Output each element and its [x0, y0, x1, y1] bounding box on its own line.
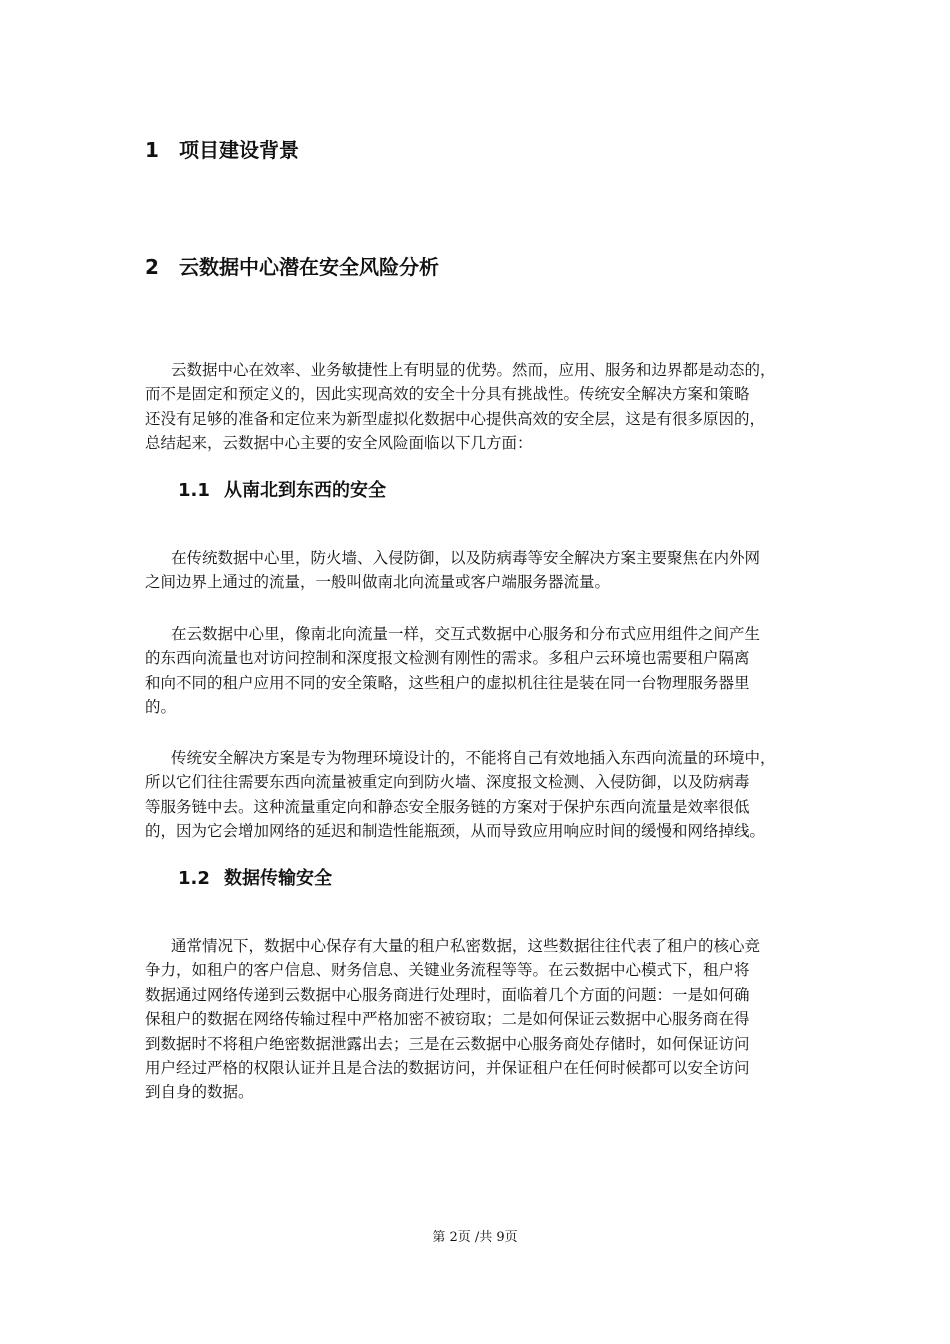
- page-footer: 第 2页 /共 9页: [432, 1230, 518, 1245]
- paragraph-cloud-dc: [145, 622, 813, 720]
- heading-number: 1: [145, 138, 159, 162]
- heading-text: 云数据中心潜在安全风险分析: [179, 255, 439, 279]
- paragraph-line: 的，因为它会增加网络的延迟和制造性能瓶颈，从而导致应用响应时间的缓慢和网络掉线。: [145, 822, 766, 841]
- paragraph-line: 云数据中心在效率、业务敏捷性上有明显的优势。然而，应用、服务和边界都是动态的，: [171, 361, 776, 379]
- heading-text: 项目建设背景: [179, 138, 299, 162]
- paragraph-line: 所以它们往往需要东西向流量被重定向到防火墙、深度报文检测、入侵防御，以及防病毒: [145, 773, 750, 792]
- heading-text: 从南北到东西的安全: [224, 480, 386, 501]
- paragraph-line: 总结起来，云数据中心主要的安全风险面临以下几方面：: [145, 434, 533, 453]
- paragraph-line: 之间边界上通过的流量，一般叫做南北向流量或客户端服务器流量。: [145, 573, 611, 592]
- paragraph-line: 在云数据中心里，像南北向流量一样，交互式数据中心服务和分布式应用组件之间产生: [171, 625, 761, 643]
- paragraph-line: 保租户的数据在网络传输过程中严格加密不被窃取；二是如何保证云数据中心服务商在得: [145, 1010, 750, 1029]
- heading-number: 2: [145, 255, 159, 279]
- paragraph-line: 的。: [145, 698, 177, 717]
- heading-data-transfer-security: [178, 866, 332, 892]
- paragraph-line: 通常情况下，数据中心保存有大量的租户私密数据，这些数据往往代表了租户的核心竞: [171, 937, 761, 955]
- paragraph-line: 而不是固定和预定义的，因此实现高效的安全十分具有挑战性。传统安全解决方案和策略: [145, 385, 750, 404]
- paragraph-line: 等服务链中去。这种流量重定向和静态安全服务链的方案对于保护东西向流量是效率很低: [145, 797, 750, 816]
- paragraph-line: 在传统数据中心里，防火墙、入侵防御，以及防病毒等安全解决方案主要聚焦在内外网: [171, 549, 761, 567]
- paragraph-line: 传统安全解决方案是专为物理环境设计的，不能将自己有效地插入东西向流量的环境中，: [171, 749, 776, 767]
- paragraph-line: 争力，如租户的客户信息、财务信息、关键业务流程等等。在云数据中心模式下，租户将: [145, 961, 750, 980]
- paragraph-line: 到自身的数据。: [145, 1083, 254, 1102]
- paragraph-line: 的东西向流量也对访问控制和深度报文检测有刚性的需求。多租户云环境也需要租户隔离: [145, 649, 750, 668]
- paragraph-line: 和向不同的租户应用不同的安全策略，这些租户的虚拟机往往是装在同一台物理服务器里: [145, 673, 750, 692]
- heading-north-south-east-west: [178, 478, 386, 504]
- paragraph-data-transfer: [145, 934, 813, 1105]
- heading-number: 1.1: [178, 480, 210, 501]
- paragraph-line: 数据通过网络传递到云数据中心服务商进行处理时，面临着几个方面的问题：一是如何确: [145, 985, 750, 1004]
- heading-number: 1.2: [178, 868, 210, 889]
- heading-risk-analysis: [145, 253, 439, 281]
- paragraph-line: 用户经过严格的权限认证并且是合法的数据访问，并保证租户在任何时候都可以安全访问: [145, 1059, 750, 1078]
- heading-project-background: [145, 136, 299, 164]
- paragraph-traditional-dc: [145, 546, 813, 595]
- heading-text: 数据传输安全: [224, 868, 332, 889]
- paragraph-traditional-solutions: [145, 746, 813, 844]
- paragraph-intro: [145, 358, 813, 456]
- paragraph-line: 还没有足够的准备和定位来为新型虚拟化数据中心提供高效的安全层，这是有很多原因的，: [145, 409, 766, 428]
- paragraph-line: 到数据时不将租户绝密数据泄露出去；三是在云数据中心服务商处存储时，如何保证访问: [145, 1034, 750, 1053]
